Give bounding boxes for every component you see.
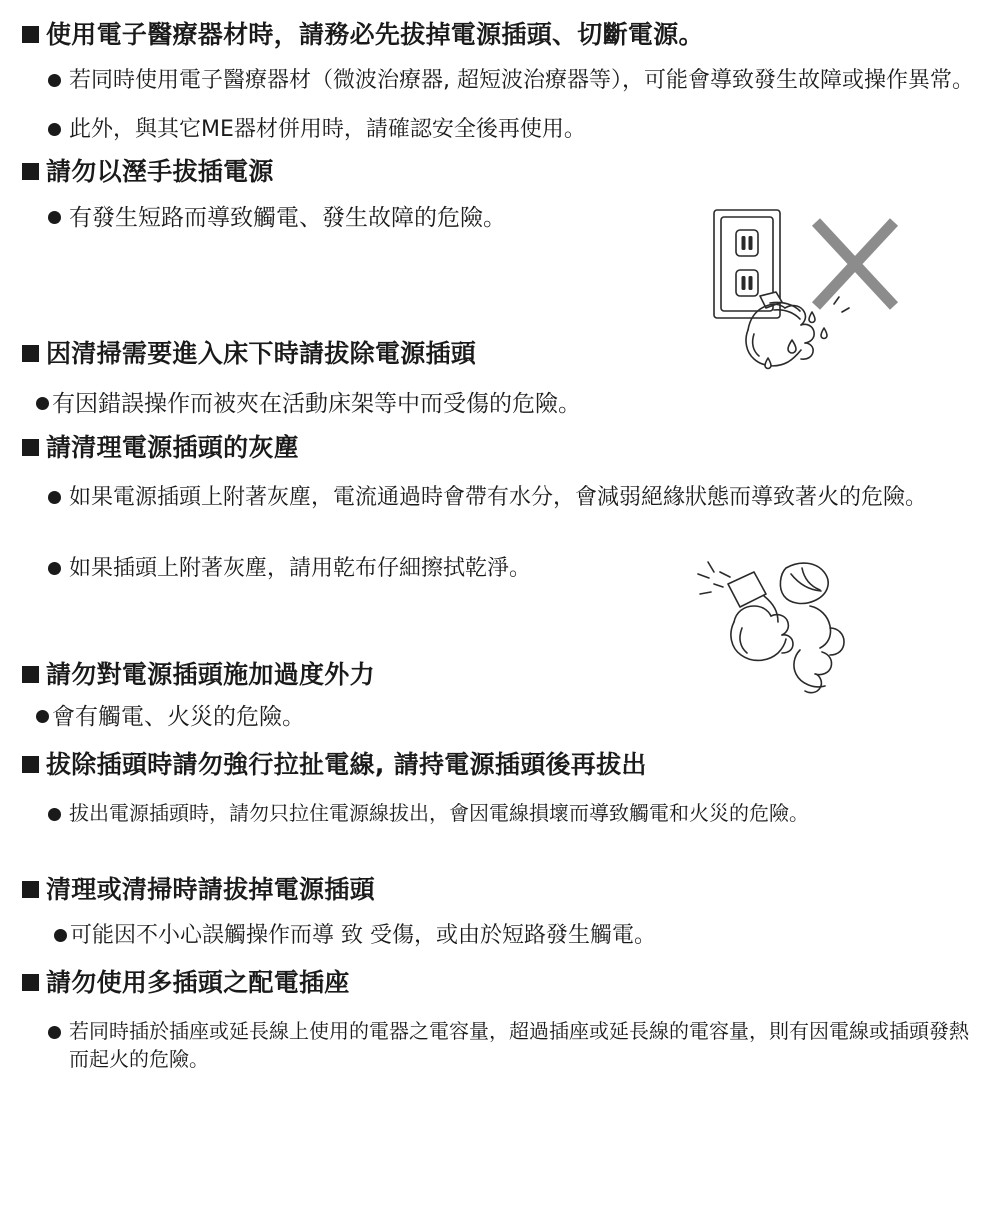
- square-bullet-icon: [22, 26, 39, 43]
- list-item: 拔出電源插頭時，請勿只拉住電源線拔出，會因電線損壞而導致觸電和火災的危險。: [22, 799, 978, 827]
- square-bullet-icon: [22, 666, 39, 683]
- section-heading: 清理或清掃時請拔掉電源插頭: [22, 873, 978, 906]
- round-bullet-icon: [36, 397, 49, 410]
- round-bullet-icon: [48, 74, 61, 87]
- section-heading: 使用電子醫療器材時，請務必先拔掉電源插頭、切斷電源。: [22, 18, 978, 51]
- round-bullet-icon: [54, 929, 67, 942]
- section-heading: 請勿以溼手拔插電源: [22, 155, 978, 188]
- list-item: 有因錯誤操作而被夾在活動床架等中而受傷的危險。: [22, 388, 978, 421]
- section-heading: 請勿使用多插頭之配電插座: [22, 966, 978, 999]
- round-bullet-icon: [48, 562, 61, 575]
- section-no-pull-cord: [22, 748, 978, 827]
- round-bullet-icon: [36, 710, 49, 723]
- round-bullet-icon: [48, 808, 61, 821]
- section-no-multi-outlet: [22, 966, 978, 1074]
- list-item: 如果插頭上附著灰塵，請用乾布仔細擦拭乾淨。: [22, 553, 978, 584]
- round-bullet-icon: [48, 123, 61, 136]
- section-heading: 請勿對電源插頭施加過度外力: [22, 658, 978, 691]
- list-item: 如果電源插頭上附著灰塵，電流通過時會帶有水分，會減弱絕緣狀態而導致著火的危險。: [22, 482, 978, 513]
- list-item: 會有觸電、火災的危險。: [22, 701, 978, 734]
- list-item: 若同時使用電子醫療器材（微波治療器, 超短波治療器等），可能會導致發生故障或操作異常。: [22, 65, 978, 96]
- section-heading: 因清掃需要進入床下時請拔除電源插頭: [22, 337, 978, 370]
- round-bullet-icon: [48, 211, 61, 224]
- square-bullet-icon: [22, 974, 39, 991]
- square-bullet-icon: [22, 439, 39, 456]
- square-bullet-icon: [22, 163, 39, 180]
- wet-hand-plug-prohibited-illustration: [708, 208, 908, 383]
- round-bullet-icon: [48, 1026, 61, 1039]
- section-heading: 請清理電源插頭的灰塵: [22, 431, 978, 464]
- wipe-plug-with-cloth-illustration: [690, 540, 880, 705]
- square-bullet-icon: [22, 756, 39, 773]
- cross-out-mark: [816, 222, 894, 306]
- square-bullet-icon: [22, 881, 39, 898]
- list-item: 可能因不小心誤觸操作而導 致 受傷，或由於短路發生觸電。: [22, 920, 978, 951]
- section-unplug-before-cleaning: [22, 873, 978, 951]
- list-item: 此外，與其它ME器材併用時，請確認安全後再使用。: [22, 114, 978, 145]
- round-bullet-icon: [48, 491, 61, 504]
- section-heading: 拔除插頭時請勿強行拉扯電線, 請持電源插頭後再拔出: [22, 748, 978, 781]
- list-item: 有發生短路而導致觸電、發生故障的危險。: [22, 202, 978, 235]
- section-unplug-before-medical: [22, 18, 978, 145]
- list-item: 若同時插於插座或延長線上使用的電器之電容量，超過插座或延長線的電容量，則有因電線或插頭發熱而起火的危險。: [22, 1017, 978, 1074]
- square-bullet-icon: [22, 345, 39, 362]
